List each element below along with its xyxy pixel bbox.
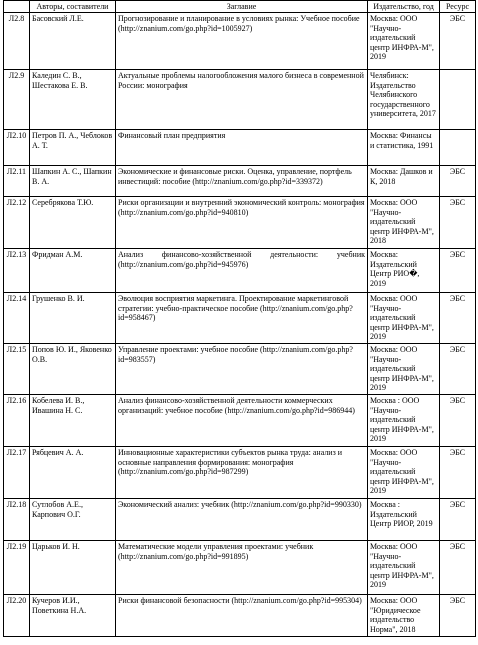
row-title: Анализ финансово-хозяйственной деятельности: учебник (http://znanium.com/go.php?id=945976) — [116, 249, 368, 293]
row-authors: Грушенко В. И. — [30, 293, 116, 344]
bibliography-table — [3, 0, 476, 637]
table-row — [4, 249, 476, 293]
row-authors: Кучеров И.И., Поветкина Н.А. — [30, 595, 116, 637]
row-resource: ЭБС — [440, 197, 476, 249]
row-authors: Сутлобов А.Е., Карпович О.Г. — [30, 499, 116, 541]
header-row — [4, 1, 476, 13]
table-row — [4, 499, 476, 541]
table-row — [4, 13, 476, 70]
row-authors: Царьков И. Н. — [30, 541, 116, 595]
row-title: Экономические и финансовые риски. Оценка, управление, портфель инвестиций: пособие (http://znanium.com/go.php?id=339372) — [116, 166, 368, 197]
row-title: Инновационные характеристики субъектов рынка труда: анализ и основные направления формирования: монография (http://znanium.com/go.php?id=987299) — [116, 447, 368, 499]
table-row — [4, 293, 476, 344]
table-row — [4, 70, 476, 130]
row-publisher: Москва: ООО "Научно-издательский центр ИНФРА-М", 2019 — [368, 447, 440, 499]
row-resource: ЭБС — [440, 499, 476, 541]
row-resource: ЭБС — [440, 166, 476, 197]
row-publisher: Москва: ООО "Научно-издательский центр ИНФРА-М", 2019 — [368, 344, 440, 395]
row-publisher: Москва : ООО "Научно-издательский центр ИНФРА-М", 2019 — [368, 395, 440, 447]
row-title: Математические модели управления проектами: учебник (http://znanium.com/go.php?id=991895) — [116, 541, 368, 595]
table-row — [4, 130, 476, 166]
row-authors: Шапкин А. С., Шапкин В. А. — [30, 166, 116, 197]
row-resource — [440, 70, 476, 130]
row-resource: ЭБС — [440, 541, 476, 595]
row-code: Л2.8 — [4, 13, 30, 70]
row-publisher: Москва: ООО "Научно-издательский центр ИНФРА-М", 2019 — [368, 293, 440, 344]
row-title: Эволюция восприятия маркетинга. Проектирование маркетинговой стратегии: учебно-практическое пособие (http://znanium.com/go.php?id=958467) — [116, 293, 368, 344]
row-resource: ЭБС — [440, 344, 476, 395]
row-title: Анализ финансово-хозяйственной деятельности коммерческих организаций: учебное пособие (http://znanium.com/go.php?id=986944) — [116, 395, 368, 447]
row-resource: ЭБС — [440, 293, 476, 344]
row-publisher: Челябинск: Издательство Челябинского государственного университета, 2017 — [368, 70, 440, 130]
row-code: Л2.16 — [4, 395, 30, 447]
row-code: Л2.9 — [4, 70, 30, 130]
row-resource: ЭБС — [440, 447, 476, 499]
row-code: Л2.14 — [4, 293, 30, 344]
row-publisher: Москва : Издательский Центр РИОР, 2019 — [368, 499, 440, 541]
table-row — [4, 541, 476, 595]
row-publisher: Москва: ООО "Научно-издательский центр ИНФРА-М", 2018 — [368, 197, 440, 249]
row-code: Л2.13 — [4, 249, 30, 293]
header-code — [4, 1, 30, 13]
row-title: Риски организации и внутренний экономический контроль: монография (http://znanium.com/go.php?id=940810) — [116, 197, 368, 249]
row-code: Л2.11 — [4, 166, 30, 197]
row-code: Л2.18 — [4, 499, 30, 541]
row-title: Экономический анализ: учебник (http://znanium.com/go.php?id=990330) — [116, 499, 368, 541]
row-publisher: Москва: ООО "Научно-издательский центр ИНФРА-М", 2019 — [368, 13, 440, 70]
table-row — [4, 197, 476, 249]
row-resource: ЭБС — [440, 595, 476, 637]
row-title: Риски финансовой безопасности (http://znanium.com/go.php?id=995304) — [116, 595, 368, 637]
row-authors: Басовский Л.Е. — [30, 13, 116, 70]
table-row — [4, 166, 476, 197]
row-publisher: Москва: ООО "Юридическое издательство Норма", 2018 — [368, 595, 440, 637]
row-publisher: Москва: Издательский Центр РИО�, 2019 — [368, 249, 440, 293]
row-authors: Кобелева И. В., Ивашина Н. С. — [30, 395, 116, 447]
row-code: Л2.12 — [4, 197, 30, 249]
row-resource — [440, 130, 476, 166]
row-authors: Каледин С. В., Шестакова Е. В. — [30, 70, 116, 130]
table-row — [4, 395, 476, 447]
row-resource: ЭБС — [440, 249, 476, 293]
row-publisher: Москва: Финансы и статистика, 1991 — [368, 130, 440, 166]
row-title: Финансовый план предприятия — [116, 130, 368, 166]
table-row — [4, 595, 476, 637]
row-code: Л2.10 — [4, 130, 30, 166]
row-title: Актуальные проблемы налогообложения малого бизнеса в современной России: монография — [116, 70, 368, 130]
header-title: Заглавие — [116, 1, 368, 13]
row-code: Л2.20 — [4, 595, 30, 637]
row-publisher: Москва: ООО "Научно-издательский центр ИНФРА-М", 2019 — [368, 541, 440, 595]
row-title: Управление проектами: учебное пособие (http://znanium.com/go.php?id=983557) — [116, 344, 368, 395]
header-publisher: Издательство, год — [368, 1, 440, 13]
row-code: Л2.17 — [4, 447, 30, 499]
row-authors: Серебрякова Т.Ю. — [30, 197, 116, 249]
row-resource: ЭБС — [440, 13, 476, 70]
header-authors: Авторы, составители — [30, 1, 116, 13]
row-authors: Попов Ю. И., Яковенко О.В. — [30, 344, 116, 395]
row-code: Л2.19 — [4, 541, 30, 595]
table-row — [4, 447, 476, 499]
row-title: Прогнозирование и планирование в условиях рынка: Учебное пособие (http://znanium.com/go.php?id=1005927) — [116, 13, 368, 70]
row-publisher: Москва: Дашков и К, 2018 — [368, 166, 440, 197]
header-resource: Ресурс — [440, 1, 476, 13]
row-resource: ЭБС — [440, 395, 476, 447]
row-code: Л2.15 — [4, 344, 30, 395]
row-authors: Фридман А.М. — [30, 249, 116, 293]
table-row — [4, 344, 476, 395]
row-authors: Петров П. А., Чеблоков А. Т. — [30, 130, 116, 166]
row-authors: Рябцевич А. А. — [30, 447, 116, 499]
